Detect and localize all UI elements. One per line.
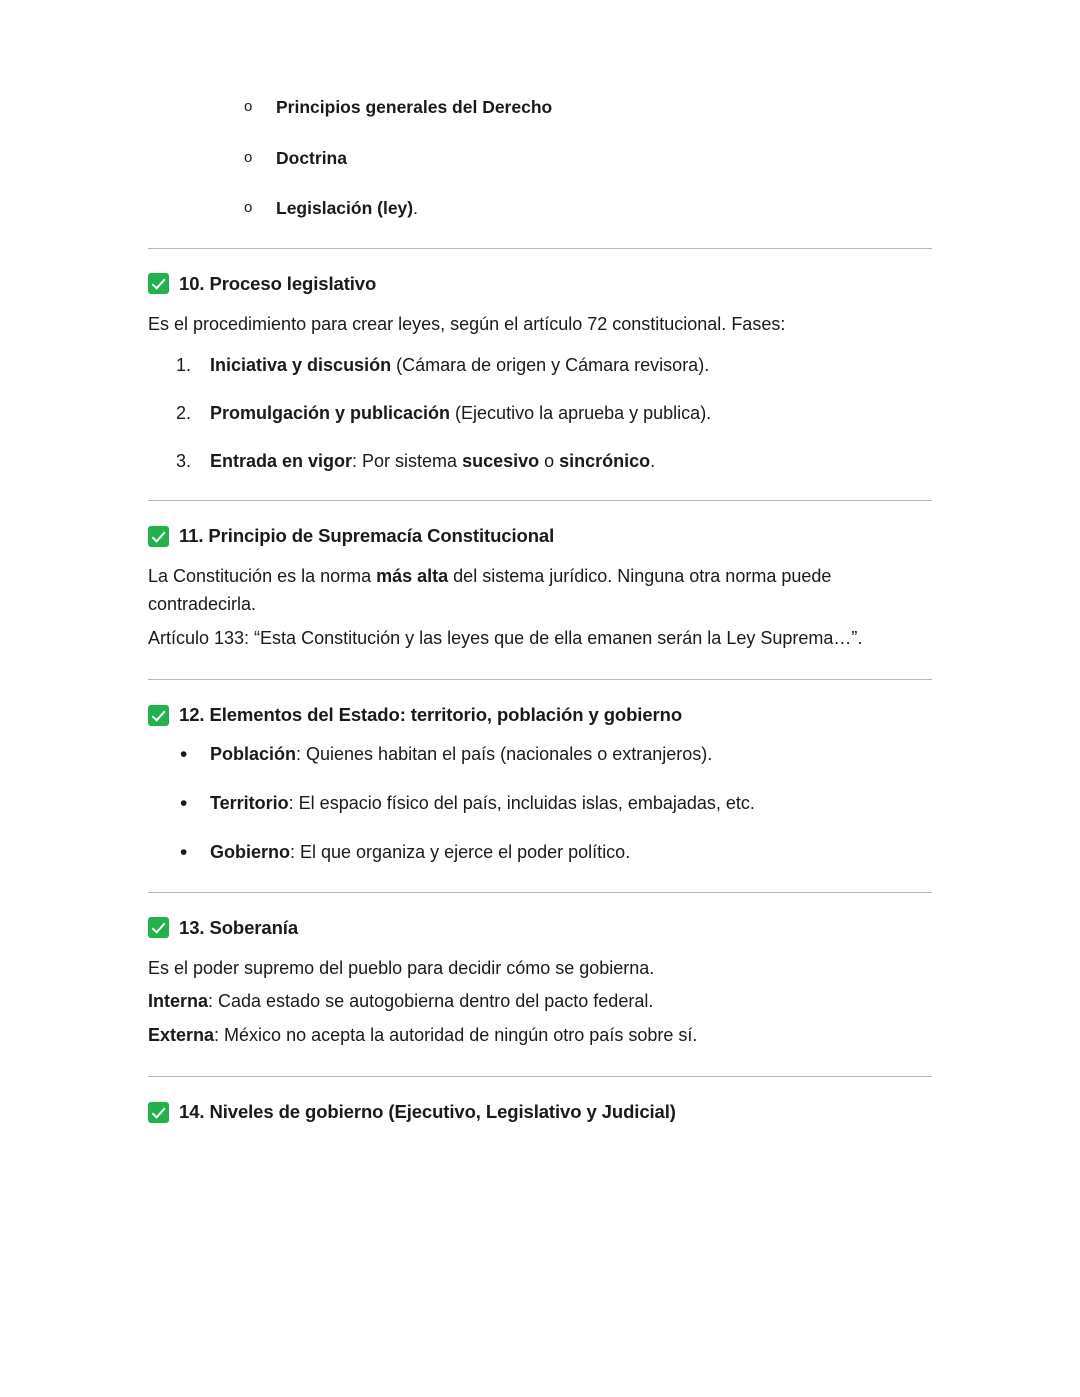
list-item-label: Entrada en vigor — [210, 451, 353, 472]
section-title: 12. Elementos del Estado: territorio, población y gobierno — [179, 704, 683, 725]
list-item-rest: (Ejecutivo la aprueba y publica). — [450, 402, 712, 423]
list-item-rest: . — [413, 198, 418, 219]
bullet-list — [148, 742, 932, 866]
green-check-icon — [148, 273, 169, 294]
section-paragraph-interna — [148, 988, 932, 1016]
green-check-icon — [148, 705, 169, 726]
section-heading — [148, 273, 932, 295]
list-item — [148, 197, 932, 221]
section-12 — [148, 704, 932, 866]
list-item — [148, 401, 932, 426]
section-title: 14. Niveles de gobierno (Ejecutivo, Legislativo y Judicial) — [179, 1101, 676, 1123]
section-heading — [148, 704, 932, 726]
circle-bullet-icon: o — [244, 98, 253, 115]
section-heading — [148, 917, 932, 939]
section-heading — [148, 525, 932, 547]
list-item — [148, 449, 932, 474]
paragraph-emph: más alta — [376, 566, 449, 587]
green-check-icon — [148, 917, 169, 938]
numbered-list — [148, 353, 932, 475]
list-item-label: Principios generales del Derecho — [276, 97, 553, 117]
list-item — [148, 96, 932, 120]
section-paragraph-article: Artículo 133: “Esta Constitución y las leyes que de ella emanen serán la Ley Suprema…”. — [148, 628, 863, 649]
list-item-rest: : Por sistema — [352, 451, 463, 472]
section-13 — [148, 917, 932, 1051]
list-item-rest-3: . — [650, 451, 656, 472]
section-14 — [148, 1101, 932, 1123]
section-heading — [148, 1101, 932, 1123]
list-item-emph-2: sincrónico — [559, 451, 651, 472]
green-check-icon — [148, 1102, 169, 1123]
list-item-emph-1: sucesivo — [462, 451, 540, 472]
section-paragraph: Es el poder supremo del pueblo para decidir cómo se gobierna. — [148, 957, 655, 978]
section-title: 10. Proceso legislativo — [179, 272, 377, 294]
section-divider — [148, 248, 932, 249]
list-item-label: Gobierno — [210, 842, 290, 863]
list-item-rest: : El espacio físico del país, incluidas islas, embajadas, etc. — [288, 793, 755, 814]
list-item-label: Población — [210, 744, 297, 764]
list-item-rest-2: o — [539, 451, 560, 472]
section-divider — [148, 500, 932, 501]
list-item — [148, 353, 932, 378]
section-title: 13. Soberanía — [179, 916, 299, 938]
list-item-label: Promulgación y publicación — [210, 402, 451, 423]
sub-bullet-list — [148, 96, 932, 221]
paragraph-rest-interna: : Cada estado se autogobierna dentro del pacto federal. — [208, 991, 654, 1012]
section-divider — [148, 1076, 932, 1077]
paragraph-label-interna: Interna — [148, 991, 209, 1012]
list-item-label: Doctrina — [276, 147, 347, 168]
circle-bullet-icon: o — [244, 199, 253, 217]
section-divider — [148, 679, 932, 680]
section-paragraph-externa — [148, 1022, 932, 1050]
list-item-label: Iniciativa y discusión — [210, 354, 392, 375]
section-divider — [148, 892, 932, 893]
list-item-rest: (Cámara de origen y Cámara revisora). — [391, 354, 710, 375]
paragraph-rest-externa: : México no acepta la autoridad de ningún otro país sobre sí. — [214, 1025, 698, 1046]
green-check-icon — [148, 526, 169, 547]
document-content — [148, 96, 932, 1123]
list-item-rest: : El que organiza y ejerce el poder político. — [290, 842, 631, 863]
list-item — [148, 742, 932, 767]
section-10 — [148, 273, 932, 474]
section-intro: Es el procedimiento para crear leyes, según el artículo 72 constitucional. Fases: — [148, 313, 786, 334]
list-item — [148, 791, 932, 816]
list-item-label: Territorio — [210, 793, 289, 814]
circle-bullet-icon: o — [244, 148, 253, 166]
section-title: 11. Principio de Supremacía Constitucional — [179, 525, 555, 547]
list-item — [148, 147, 932, 171]
list-item-label: Legislación (ley) — [276, 198, 414, 219]
section-paragraph — [148, 563, 932, 619]
paragraph-label-externa: Externa — [148, 1025, 215, 1046]
list-item-rest: : Quienes habitan el país (nacionales o extranjeros). — [296, 744, 713, 764]
section-11 — [148, 525, 932, 653]
list-item — [148, 840, 932, 865]
paragraph-part-c: del sistema jurídico. Ninguna otra norma puede contradecirla. — [148, 566, 832, 615]
paragraph-part-a: La Constitución es la norma — [148, 566, 377, 587]
